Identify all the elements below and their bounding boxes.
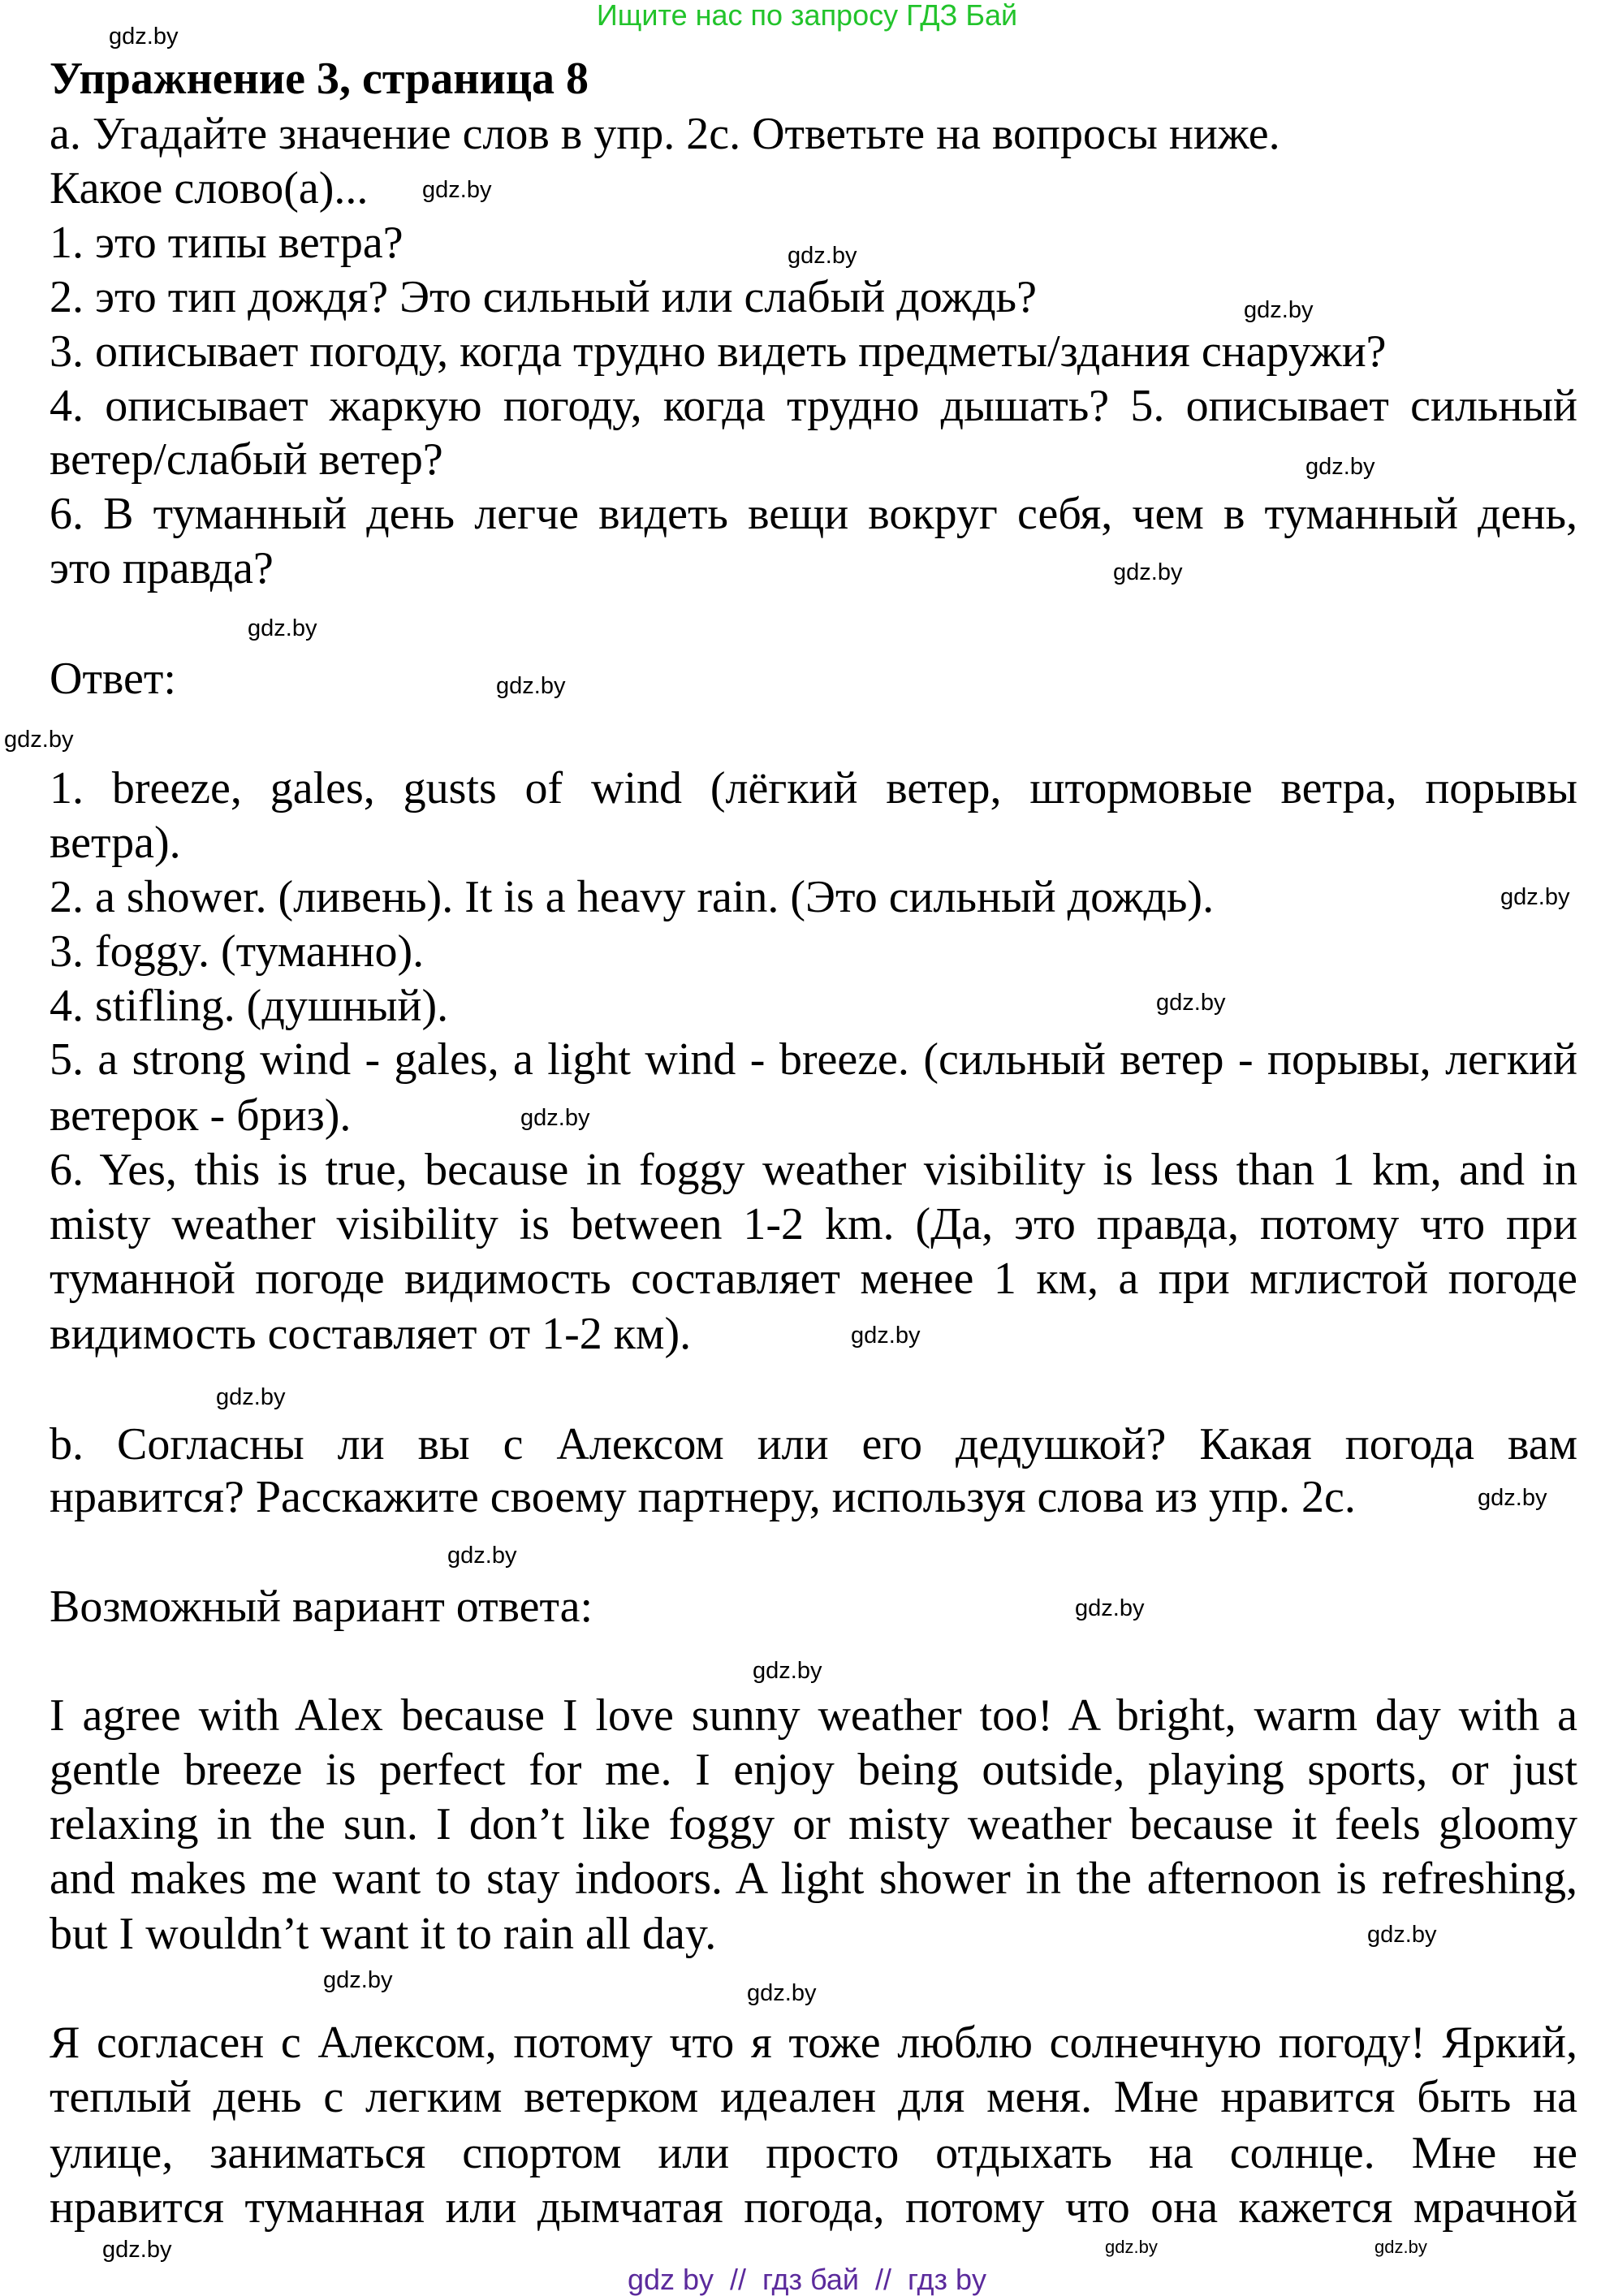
answer-a-line: ветерок - бриз). xyxy=(50,1090,352,1141)
watermark: gdz.by xyxy=(1478,1485,1547,1511)
watermark: gdz.by xyxy=(1500,884,1570,910)
answer-b-ru-line: теплый день с легким ветерком идеален для меня. Мне нравится быть на xyxy=(50,2072,1577,2122)
task-a-line: Какое слово(а)... xyxy=(50,163,369,214)
watermark: gdz.by xyxy=(851,1323,921,1349)
task-a-line: это правда? xyxy=(50,543,274,593)
answer-a-line: туманной погоде видимость составляет менее 1 км, а при мглистой погоде xyxy=(50,1254,1577,1304)
watermark: gdz.by xyxy=(1156,990,1226,1016)
task-a-line: 6. В туманный день легче видеть вещи вокруг себя, чем в туманный день, xyxy=(50,489,1577,539)
watermark: gdz.by xyxy=(447,1543,517,1569)
watermark: gdz.by xyxy=(1374,2237,1427,2257)
answer-b-en-line: and makes me want to stay indoors. A light shower in the afternoon is refreshing, xyxy=(50,1854,1577,1904)
answer-b-en-line: I agree with Alex because I love sunny weather too! A bright, warm day with a xyxy=(50,1690,1577,1741)
task-a-line: 1. это типы ветра? xyxy=(50,218,404,268)
answer-a-line: видимость составляет от 1-2 км). xyxy=(50,1309,692,1359)
page-title: Упражнение 3, страница 8 xyxy=(50,54,589,104)
watermark: gdz.by xyxy=(788,243,857,269)
watermark: gdz.by xyxy=(1305,454,1375,480)
task-a-line: ветер/слабый ветер? xyxy=(50,434,443,485)
answer-b-en-line: gentle breeze is perfect for me. I enjoy being outside, playing sports, or just xyxy=(50,1745,1577,1795)
task-b-line: нравится? Расскажите своему партнеру, используя слова из упр. 2с. xyxy=(50,1472,1356,1522)
watermark: gdz.by xyxy=(4,727,74,753)
answer-b-ru-line: Я согласен с Алексом, потому что я тоже люблю солнечную погоду! Яркий, xyxy=(50,2018,1577,2068)
answer-b-ru-line: улице, заниматься спортом или просто отдыхать на солнце. Мне не xyxy=(50,2128,1577,2178)
watermark: gdz.by xyxy=(1367,1922,1437,1948)
possible-answer-label: Возможный вариант ответа: xyxy=(50,1582,593,1632)
answer-a-line: 4. stifling. (душный). xyxy=(50,981,449,1031)
watermark: gdz.by xyxy=(753,1658,822,1684)
watermark: gdz.by xyxy=(216,1384,286,1410)
task-a-line: 3. описывает погоду, когда трудно видеть предметы/здания снаружи? xyxy=(50,326,1387,377)
answer-a-line: 5. a strong wind - gales, a light wind - breeze. (сильный ветер - порывы, легкий xyxy=(50,1034,1577,1085)
watermark: gdz.by xyxy=(1105,2237,1158,2257)
answer-label: Ответ: xyxy=(50,654,176,704)
answer-a-line: 2. a shower. (ливень). It is a heavy rain. (Это сильный дождь). xyxy=(50,872,1215,922)
task-b-line: b. Согласны ли вы с Алексом или его дедушкой? Какая погода вам xyxy=(50,1419,1577,1470)
watermark: gdz.by xyxy=(323,1967,393,1993)
answer-b-en-line: relaxing in the sun. I don’t like foggy or misty weather because it feels gloomy xyxy=(50,1799,1577,1849)
watermark: gdz.by xyxy=(422,177,492,203)
watermark: gdz.by xyxy=(1075,1595,1145,1621)
footer-links: gdz by // гдз бай // гдз by xyxy=(627,2263,987,2296)
task-a-line: 2. это тип дождя? Это сильный или слабый дождь? xyxy=(50,272,1037,322)
answer-a-line: 1. breeze, gales, gusts of wind (лёгкий ветер, штормовые ветра, порывы xyxy=(50,763,1577,814)
answer-a-line: misty weather visibility is between 1-2 km. (Да, это правда, потому что при xyxy=(50,1199,1577,1249)
task-a-line: 4. описывает жаркую погоду, когда трудно дышать? 5. описывает сильный xyxy=(50,381,1577,431)
watermark: gdz.by xyxy=(109,24,179,50)
watermark: gdz.by xyxy=(102,2237,172,2263)
watermark: gdz.by xyxy=(248,615,317,641)
answer-a-line: 6. Yes, this is true, because in foggy weather visibility is less than 1 km, and in xyxy=(50,1145,1577,1195)
answer-a-line: ветра). xyxy=(50,818,181,868)
answer-b-en-line: but I wouldn’t want it to rain all day. xyxy=(50,1909,717,1959)
watermark: gdz.by xyxy=(747,1980,817,2006)
answer-a-line: 3. foggy. (туманно). xyxy=(50,926,425,977)
task-a-line: a. Угадайте значение слов в упр. 2с. Ответьте на вопросы ниже. xyxy=(50,109,1280,159)
watermark: gdz.by xyxy=(1244,297,1314,323)
watermark: gdz.by xyxy=(1113,559,1183,585)
watermark: gdz.by xyxy=(520,1105,590,1131)
search-banner: Ищите нас по запросу ГДЗ Бай xyxy=(596,0,1018,32)
answer-b-ru-line: нравится туманная или дымчатая погода, потому что она кажется мрачной xyxy=(50,2182,1577,2233)
watermark: gdz.by xyxy=(496,673,566,699)
